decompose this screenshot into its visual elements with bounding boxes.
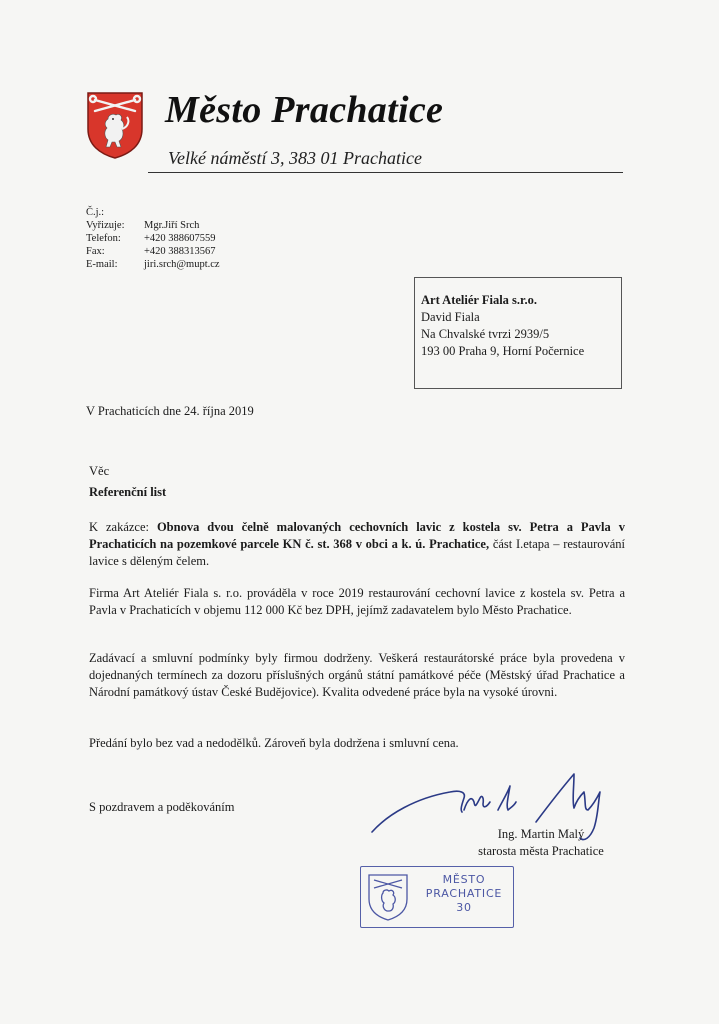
paragraph-scope: Firma Art Ateliér Fiala s. r.o. prováděla v roce 2019 restaurování cechovní lavice z kostela sv. Petra a Pavla v Prachaticích v objemu 112 000 Kč bez DPH, jejímž zadavatelem bylo Město Prachatice.	[89, 586, 625, 617]
contact-label: Č.j.:	[86, 207, 105, 218]
stamp-line-2: PRACHATICE	[425, 887, 503, 900]
stamp-text	[417, 873, 511, 915]
paragraph-contract	[89, 519, 625, 570]
contact-value: jiri.srch@mupt.cz	[144, 259, 220, 270]
contact-row-fax	[86, 245, 220, 258]
recipient-address-box	[414, 277, 622, 389]
paragraph-prefix: K zakázce:	[89, 520, 157, 534]
paragraph-contract-title: Obnova dvou čelně malovaných cechovních lavic z kostela sv. Petra a Pavla v Prachaticích na pozemkové parcele KN č. st. 368 v obci a k. ú. Prachatice,	[89, 520, 625, 551]
town-name-heading: Město Prachatice	[165, 89, 444, 131]
stamp-line-3: 30	[456, 901, 472, 914]
recipient-street: Na Chvalské tvrzi 2939/5	[421, 327, 550, 341]
coat-of-arms-icon	[86, 91, 144, 159]
contact-label: Vyřizuje:	[86, 220, 125, 231]
contact-label: E-mail:	[86, 259, 118, 270]
contact-row-phone	[86, 232, 220, 245]
recipient-city: 193 00 Praha 9, Horní Počernice	[421, 344, 585, 358]
contact-value: +420 388313567	[144, 246, 216, 257]
date-line: V Prachaticích dne 24. října 2019	[86, 404, 254, 418]
subject-label: Věc	[89, 464, 110, 478]
contact-label: Telefon:	[86, 233, 121, 244]
header-divider	[148, 172, 623, 173]
recipient-person: David Fiala	[421, 310, 480, 324]
town-address: Velké náměstí 3, 383 01 Prachatice	[168, 148, 422, 168]
paragraph-suffix: část I.etapa – restaurování lavice s děleným čelem.	[89, 537, 626, 568]
contact-row-handler	[86, 219, 220, 232]
contact-block	[86, 206, 220, 271]
contact-row-reference	[86, 206, 220, 219]
signer-title: starosta města Prachatice	[478, 844, 604, 858]
paragraph-quality: Zadávací a smluvní podmínky byly firmou dodrženy. Veškerá restaurátorské práce byla provedena v dojednaných termínech za dozoru příslušných orgánů státní památkové péče (Městský úřad Prachatice a Národní památkový ústav České Budějovice). Kvalita odvedené práce byla na vysoké úrovni.	[89, 651, 625, 699]
signer-name: Ing. Martin Malý	[497, 827, 585, 841]
closing-line: S pozdravem a poděkováním	[89, 800, 235, 814]
subject-value: Referenční list	[89, 485, 167, 499]
contact-row-email	[86, 258, 220, 271]
contact-value: Mgr.Jiří Srch	[144, 220, 200, 231]
recipient-company: Art Ateliér Fiala s.r.o.	[421, 293, 537, 307]
paragraph-handover: Předání bylo bez vad a nedodělků. Zároveň byla dodržena i smluvní cena.	[89, 736, 459, 750]
contact-value: +420 388607559	[144, 233, 216, 244]
stamp-coat-of-arms-icon	[367, 873, 409, 921]
official-stamp	[360, 866, 514, 928]
stamp-line-1: MĚSTO	[442, 873, 486, 886]
contact-label: Fax:	[86, 246, 105, 257]
signer-block	[456, 826, 626, 860]
